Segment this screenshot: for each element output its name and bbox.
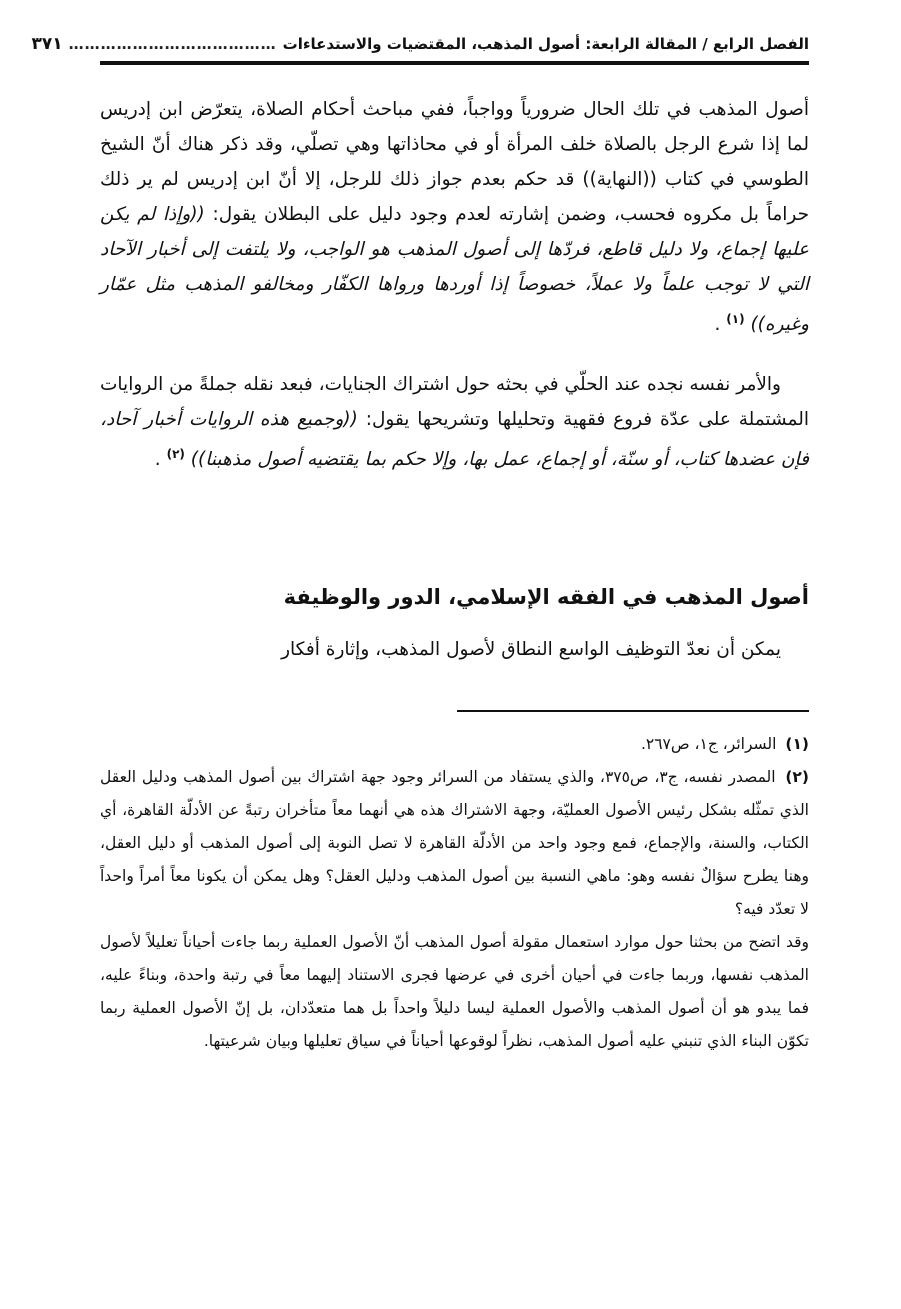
paragraph-1-quote: ((وإذا لم يكن عليها إجماع، ولا دليل قاطع، فردّها إلى أصول المذهب هو الواجب، ولا يلتفت إلى أخبار الآحاد التي لا توجب علماً ولا عملاً، خصوصاً إذا أوردها ورواها الكفّار ومخالفو المذهب مثل عمّار وغيره)) <box>100 204 809 336</box>
running-header <box>31 30 809 58</box>
paragraph-3: يمكن أن نعدّ التوظيف الواسع النطاق لأصول المذهب، وإثارة أفكار <box>281 639 781 660</box>
header-rule <box>100 61 809 65</box>
footnote-text: وقد اتضح من بحثنا حول موارد استعمال مقولة أصول المذهب أنّ الأصول العملية ربما جاءت أحياناً تعليلاً لأصول المذهب نفسها، وربما جاءت في أحيان أخرى في عرضها فجرى الاستناد إليهما معاً في رتبة واحدة، وبناءً عليه، فما يبدو هو أن أصول المذهب والأصول العملية ليسا دليلاً واحداً بل هما متعدّدان، بل إنّ الأصول العملية ربما تكوّن البناء الذي تنبني عليه أصول المذهب، نظراً لوقوعها أحياناً في سياق تعليلها وبيان شرعيتها. <box>100 933 809 1050</box>
paragraph-1 <box>100 92 809 342</box>
paragraph-1-text: أصول المذهب في تلك الحال ضرورياً وواجباً، ففي مباحث أحكام الصلاة، يتعرّض ابن إدريس لما إذا شرع الرجل بالصلاة خلف المرأة أو في محاذاتها وهي تصلّي، وقد ذكر هناك أنّ الشيخ الطوسي في كتاب ((النهاية)) قد حكم بعدم جواز ذلك للرجل، إلا أنّ ابن إدريس لم ير ذلك حراماً بل مكروه فحسب، وضمن إشارته لعدم وجود دليل على البطلان يقول: <box>100 99 810 225</box>
paragraph-2-end: . <box>154 449 161 471</box>
paragraph-2 <box>100 367 809 477</box>
footnote-2 <box>100 761 809 926</box>
footnotes <box>100 728 809 1058</box>
footnote-ref-2: (٢) <box>166 447 185 461</box>
section-heading: أصول المذهب في الفقه الإسلامي، الدور والوظيفة <box>283 585 809 609</box>
page-number: ٣٧١ <box>31 34 63 54</box>
paragraph-2-quote: ((وجميع هذه الروايات أخبار آحاد، فإن عضدها كتاب، أو سنّة، أو إجماع، عمل بها، وإلا حكم بما يقتضيه أصول مذهبنا)) <box>100 409 809 471</box>
footnote-text: المصدر نفسه، ج٣، ص٣٧٥، والذي يستفاد من السرائر وجود جهة اشتراك بين أصول المذهب ودليل العقل الذي تمثّله بشكل رئيس الأصول العمليّة، وجهة الاشتراك هذه هي أنهما معاً متأخران رتبةً عن الأدلّة القاهرة، أي الكتاب، والسنة، والإجماع، فمع وجود واحد من الأدلّة القاهرة لا تصل النوبة إلى أصول المذهب أو دليل العقل، وهنا يطرح سؤالٌ نفسه وهو: ماهي النسبة بين أصول المذهب ودليل العقل؟ وهل يمكن أن يكونا معاً أمراً واحداً لا تعدّد فيه؟ <box>100 768 809 918</box>
header-title: الفصل الرابع / المقالة الرابعة: أصول المذهب، المقتضيات والاستدعاءات <box>282 35 809 53</box>
footnote-1 <box>100 728 809 761</box>
paragraph-2-text: والأمر نفسه نجده عند الحلّي في بحثه حول اشتراك الجنايات، فبعد نقله جملةً من الروايات المشتملة على عدّة فروع فقهية وتحليلها وتشريحها يقول: <box>100 374 809 430</box>
header-leader-dots: ………………………………… <box>68 35 277 53</box>
footnote-2-continued <box>100 926 809 1058</box>
footnote-number: (١) <box>785 735 809 753</box>
footnote-text: السرائر، ج١، ص٢٦٧. <box>640 735 777 753</box>
paragraph-1-end: . <box>714 314 721 336</box>
footnote-number: (٢) <box>785 768 809 786</box>
footnote-separator <box>457 710 809 712</box>
footnote-ref-1: (١) <box>726 312 745 326</box>
